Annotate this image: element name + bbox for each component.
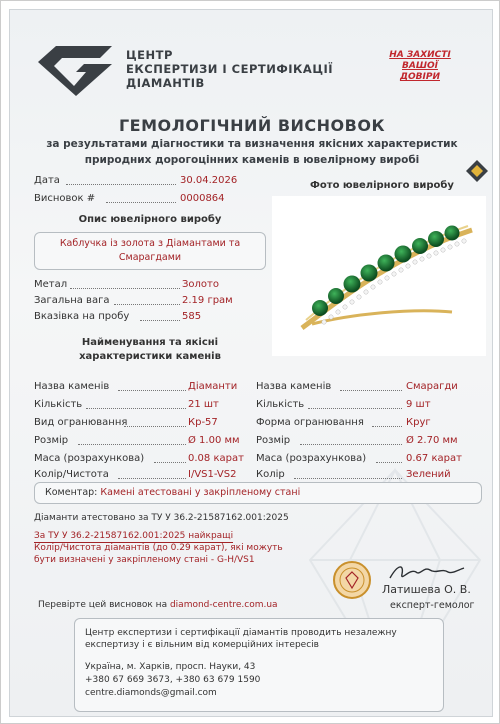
note-best-3: бути визначені у закріпленому стані - G-H/VS1	[34, 555, 255, 565]
item-description: Каблучка із золота з Діамантами та Смарагдами	[34, 232, 266, 270]
table-row: Маса (розрахункова)	[256, 453, 367, 464]
metal-value: Золото	[182, 279, 219, 290]
table-row: Форма огранювання	[256, 417, 364, 428]
hallmark-row: Вказівка на пробу	[34, 311, 130, 322]
note-best-1: За ТУ У 36.2-21587162.001:2025 найкращі	[34, 531, 234, 541]
table-row: Назва каменів	[256, 381, 332, 392]
logo-icon	[34, 42, 116, 98]
table-row: Кількість	[256, 399, 305, 410]
signature-icon	[386, 560, 466, 584]
expert-role: експерт-гемолог	[390, 600, 475, 611]
verify-link[interactable]: diamond-centre.com.ua	[169, 600, 278, 610]
note-standard: Діаманти атестовано за ТУ У 36.2-21587162.001:2025	[34, 513, 289, 523]
metal-row: Метал	[34, 279, 68, 290]
stones-section-title: Найменування та якісні характеристики каменів	[79, 337, 221, 362]
seal-icon	[332, 560, 372, 600]
table-row: Маса (розрахункова)	[34, 453, 145, 464]
date-value: 30.04.2026	[180, 175, 238, 186]
table-row: Колір	[256, 469, 285, 480]
table-row: Вид огранювання	[34, 417, 128, 428]
hallmark-value: 585	[182, 311, 202, 322]
weight-value: 2.19 грам	[182, 295, 233, 306]
item-section-title: Опис ювелірного виробу	[78, 214, 222, 225]
certificate-sheet: ЦЕНТР ЕКСПЕРТИЗИ І СЕРТИФІКАЦІЇ ДІАМАНТІВ НА ЗАХИСТІ ВАШОЇ ДОВІРИ ГЕМОЛОГІЧНИЙ ВИСНОВОК за результатами діагностики та визначення якісних характеристик природних дорогоцінних каменів в ювелірному виробі Дата 30.04.2026 Висновок # 0000864 Фото ювелірного виробу Опис ювелірного виробу Каблучка із золота з Діамантами та Смарагдами Метал Золото Загальна вага 2.19 грам Вказівка на пробу 585 Найменування та якісні характеристики каменів Назва каменів Діаманти Кількість 21 шт Вид огранювання Кр-57 Розмір Ø 1.00 мм Маса (розрахункова) 0.08 карат Колір/Чистота I/VS1-VS2 Назва каменів Смарагди Кількість 9 шт Форма огранювання Круг Розмір Ø 2.70 мм Маса (розрахункова) 0.67 карат Колір Зелений Коментар: Камені атестовані у закріпленому стані Діаманти атестовано за ТУ У 36.2-21587162.001:2025 За ТУ У 36.2-21587162.001:2025 найкращі Колір/Чистота діамантів (до 0.29 карат), які можуть бути визначені у закріпленому стані - G-H/VS1 Латишева О. В. експерт-гемолог Перевірте цей висновок на diamond-centre.com.ua Центр експертизи і сертифікації діамантів проводить незалежну експертизу і є вільним від комерційних інтересів Україна, м. Харків, просп. Науки, 43 +380 67 669 3673, +380 63 679 1590 centre.diamonds@gmail.com	[9, 9, 493, 717]
footer-box: Центр експертизи і сертифікації діамантів проводить незалежну експертизу і є вільним від комерційних інтересів Україна, м. Харків, просп. Науки, 43 +380 67 669 3673, +380 63 679 1590 centre.diamonds@gmail.com	[74, 618, 444, 712]
badge-diamond-icon	[464, 158, 490, 184]
date-row: Дата	[34, 175, 60, 186]
doc-subtitle: за результатами діагностики та визначення якісних характеристик природних дорогоцінних каменів в ювелірному виробі	[46, 138, 458, 166]
expert-name: Латишева О. В.	[382, 583, 471, 596]
comment-value: Камені атестовані у закріпленому стані	[100, 487, 301, 498]
slogan: НА ЗАХИСТІ ВАШОЇ ДОВІРИ	[389, 50, 451, 82]
table-row: Колір/Чистота	[34, 469, 109, 480]
footer-email[interactable]: centre.diamonds@gmail.com	[85, 688, 217, 698]
table-row: Розмір	[256, 435, 291, 446]
number-value: 0000864	[180, 193, 225, 204]
comment-box	[34, 482, 482, 504]
table-row: Розмір	[34, 435, 69, 446]
weight-row: Загальна вага	[34, 295, 110, 306]
photo-label: Фото ювелірного виробу	[310, 180, 454, 191]
verify-line: Перевірте цей висновок на diamond-centre.com.ua	[38, 600, 278, 610]
doc-title: ГЕМОЛОГІЧНИЙ ВИСНОВОК	[118, 116, 386, 135]
org-name: ЦЕНТР ЕКСПЕРТИЗИ І СЕРТИФІКАЦІЇ ДІАМАНТІВ	[126, 48, 334, 90]
comment-label: Коментар:	[45, 487, 98, 498]
table-row: Кількість	[34, 399, 83, 410]
note-best-2: Колір/Чистота діамантів (до 0.29 карат), які можуть	[34, 543, 283, 553]
number-row: Висновок #	[34, 193, 96, 204]
ring-photo	[272, 196, 486, 356]
table-row: Назва каменів	[34, 381, 110, 392]
